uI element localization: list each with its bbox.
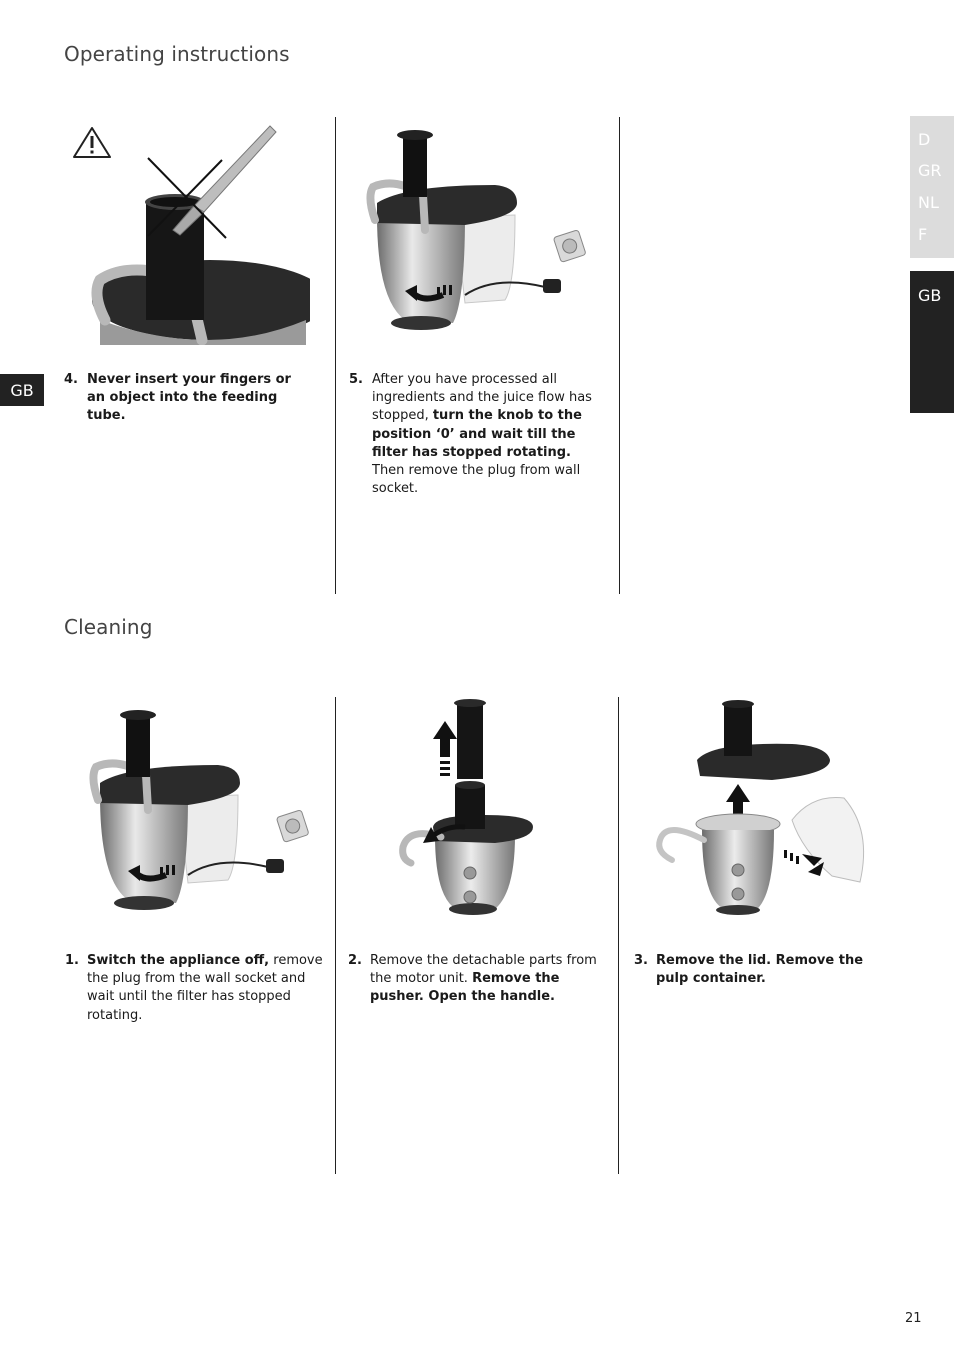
step-text: After you have processed all ingredients and the juice flow has stopped, xyxy=(372,372,592,424)
language-tabs-inactive xyxy=(910,116,954,258)
lang-tab-d[interactable]: D xyxy=(918,130,931,149)
cleaning-step-2 xyxy=(348,952,602,1007)
page-number: 21 xyxy=(905,1311,922,1326)
step-text-bold: turn the knob to the position ‘0’ and wait till the filter has stopped rotating. xyxy=(372,408,582,460)
column-divider xyxy=(335,117,336,594)
step-number: 2. xyxy=(348,953,362,968)
step-text: Then remove the plug from wall socket. xyxy=(372,463,581,497)
column-divider xyxy=(618,697,619,1174)
step-number: 1. xyxy=(65,953,79,968)
illustration-remove-pusher xyxy=(395,697,545,922)
step-text-bold: Switch the appliance off, xyxy=(87,953,270,968)
step-text: remove the plug from the wall socket and wait until the filter has stopped rotating. xyxy=(87,953,323,1023)
step-number: 4. xyxy=(64,372,78,387)
illustration-remove-lid xyxy=(652,700,877,922)
lang-tab-nl[interactable]: NL xyxy=(918,193,939,212)
cleaning-step-3 xyxy=(634,952,884,988)
step-number: 3. xyxy=(634,953,648,968)
left-language-tab xyxy=(0,374,44,406)
operating-step-4 xyxy=(64,371,304,426)
section-title-operating: Operating instructions xyxy=(64,42,290,66)
lang-tab-gb[interactable]: GB xyxy=(918,286,942,305)
section-title-cleaning: Cleaning xyxy=(64,615,153,639)
operating-step-5 xyxy=(349,371,601,498)
illustration-no-fingers xyxy=(70,120,310,345)
column-divider xyxy=(335,697,336,1174)
left-tab-label: GB xyxy=(10,380,34,400)
step-text-bold: Remove the pusher. Open the handle. xyxy=(370,971,560,1005)
language-tab-active xyxy=(910,271,954,413)
lang-tab-f[interactable]: F xyxy=(918,225,928,244)
step-text-bold: Remove the lid. Remove the pulp container. xyxy=(656,953,864,987)
cleaning-step-1 xyxy=(65,952,327,1025)
illustration-switch-off xyxy=(88,705,318,920)
step-number: 5. xyxy=(349,372,363,387)
warning-icon xyxy=(74,128,110,157)
step-text-bold: Never insert your fingers or an object into the feeding tube. xyxy=(87,372,291,424)
column-divider xyxy=(619,117,620,594)
step-text: Remove the detachable parts from the motor unit. xyxy=(370,953,597,987)
lang-tab-gr[interactable]: GR xyxy=(918,161,942,180)
illustration-turn-knob xyxy=(365,125,595,340)
